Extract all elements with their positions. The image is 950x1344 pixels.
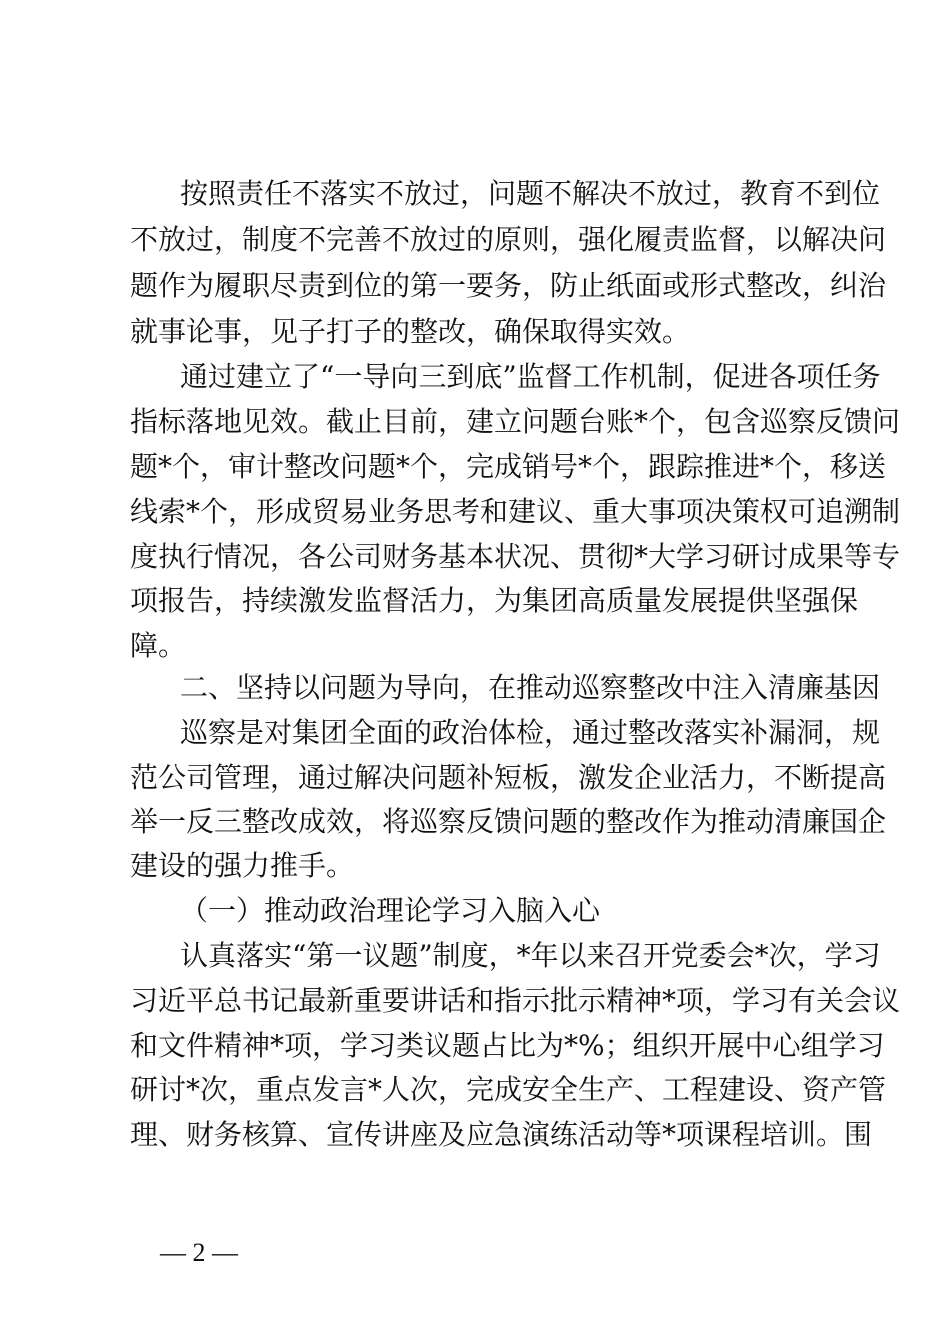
paragraph-2-line-5: 度执行情况，各公司财务基本状况、贯彻*大学习研讨成果等专 [130, 540, 901, 573]
paragraph-3-line-2: 范公司管理，通过解决问题补短板，激发企业活力，不断提高 [130, 761, 887, 794]
page-number: — 2 — [160, 1238, 238, 1267]
paragraph-3-line-1: 巡察是对集团全面的政治体检，通过整改落实补漏洞，规 [180, 716, 881, 749]
paragraph-2-line-7: 障。 [130, 629, 187, 662]
paragraph-4-line-1: 认真落实“第一议题”制度，*年以来召开党委会*次，学习 [180, 939, 881, 972]
paragraph-4-line-2: 习近平总书记最新重要讲话和指示批示精神*项，学习有关会议 [130, 984, 901, 1017]
paragraph-3-line-4: 建设的强力推手。 [130, 849, 355, 882]
paragraph-3-line-3: 举一反三整改成效，将巡察反馈问题的整改作为推动清廉国企 [130, 805, 887, 838]
paragraph-4-line-4: 研讨*次，重点发言*人次，完成安全生产、工程建设、资产管 [130, 1073, 887, 1106]
paragraph-2-line-3: 题*个，审计整改问题*个，完成销号*个，跟踪推进*个，移送 [130, 450, 887, 483]
section-heading-2: 二、坚持以问题为导向，在推动巡察整改中注入清廉基因 [180, 671, 881, 704]
paragraph-1-line-3: 题作为履职尽责到位的第一要务，防止纸面或形式整改，纠治 [130, 269, 887, 302]
paragraph-1-line-1: 按照责任不落实不放过，问题不解决不放过，教育不到位 [180, 177, 881, 210]
paragraph-4-line-5: 理、财务核算、宣传讲座及应急演练活动等*项课程培训。围 [130, 1118, 873, 1151]
paragraph-4-line-3: 和文件精神*项，学习类议题占比为*%；组织开展中心组学习 [130, 1029, 885, 1062]
paragraph-2-line-4: 线索*个，形成贸易业务思考和建议、重大事项决策权可追溯制 [130, 495, 901, 528]
subsection-heading-1: （一）推动政治理论学习入脑入心 [180, 894, 601, 927]
paragraph-1-line-4: 就事论事，见子打子的整改，确保取得实效。 [130, 315, 691, 348]
paragraph-2-line-1: 通过建立了“一导向三到底”监督工作机制，促进各项任务 [180, 360, 881, 393]
paragraph-2-line-6: 项报告，持续激发监督活力，为集团高质量发展提供坚强保 [130, 584, 859, 617]
paragraph-2-line-2: 指标落地见效。截止目前，建立问题台账*个，包含巡察反馈问 [130, 405, 901, 438]
paragraph-1-line-2: 不放过，制度不完善不放过的原则，强化履责监督，以解决问 [130, 223, 887, 256]
